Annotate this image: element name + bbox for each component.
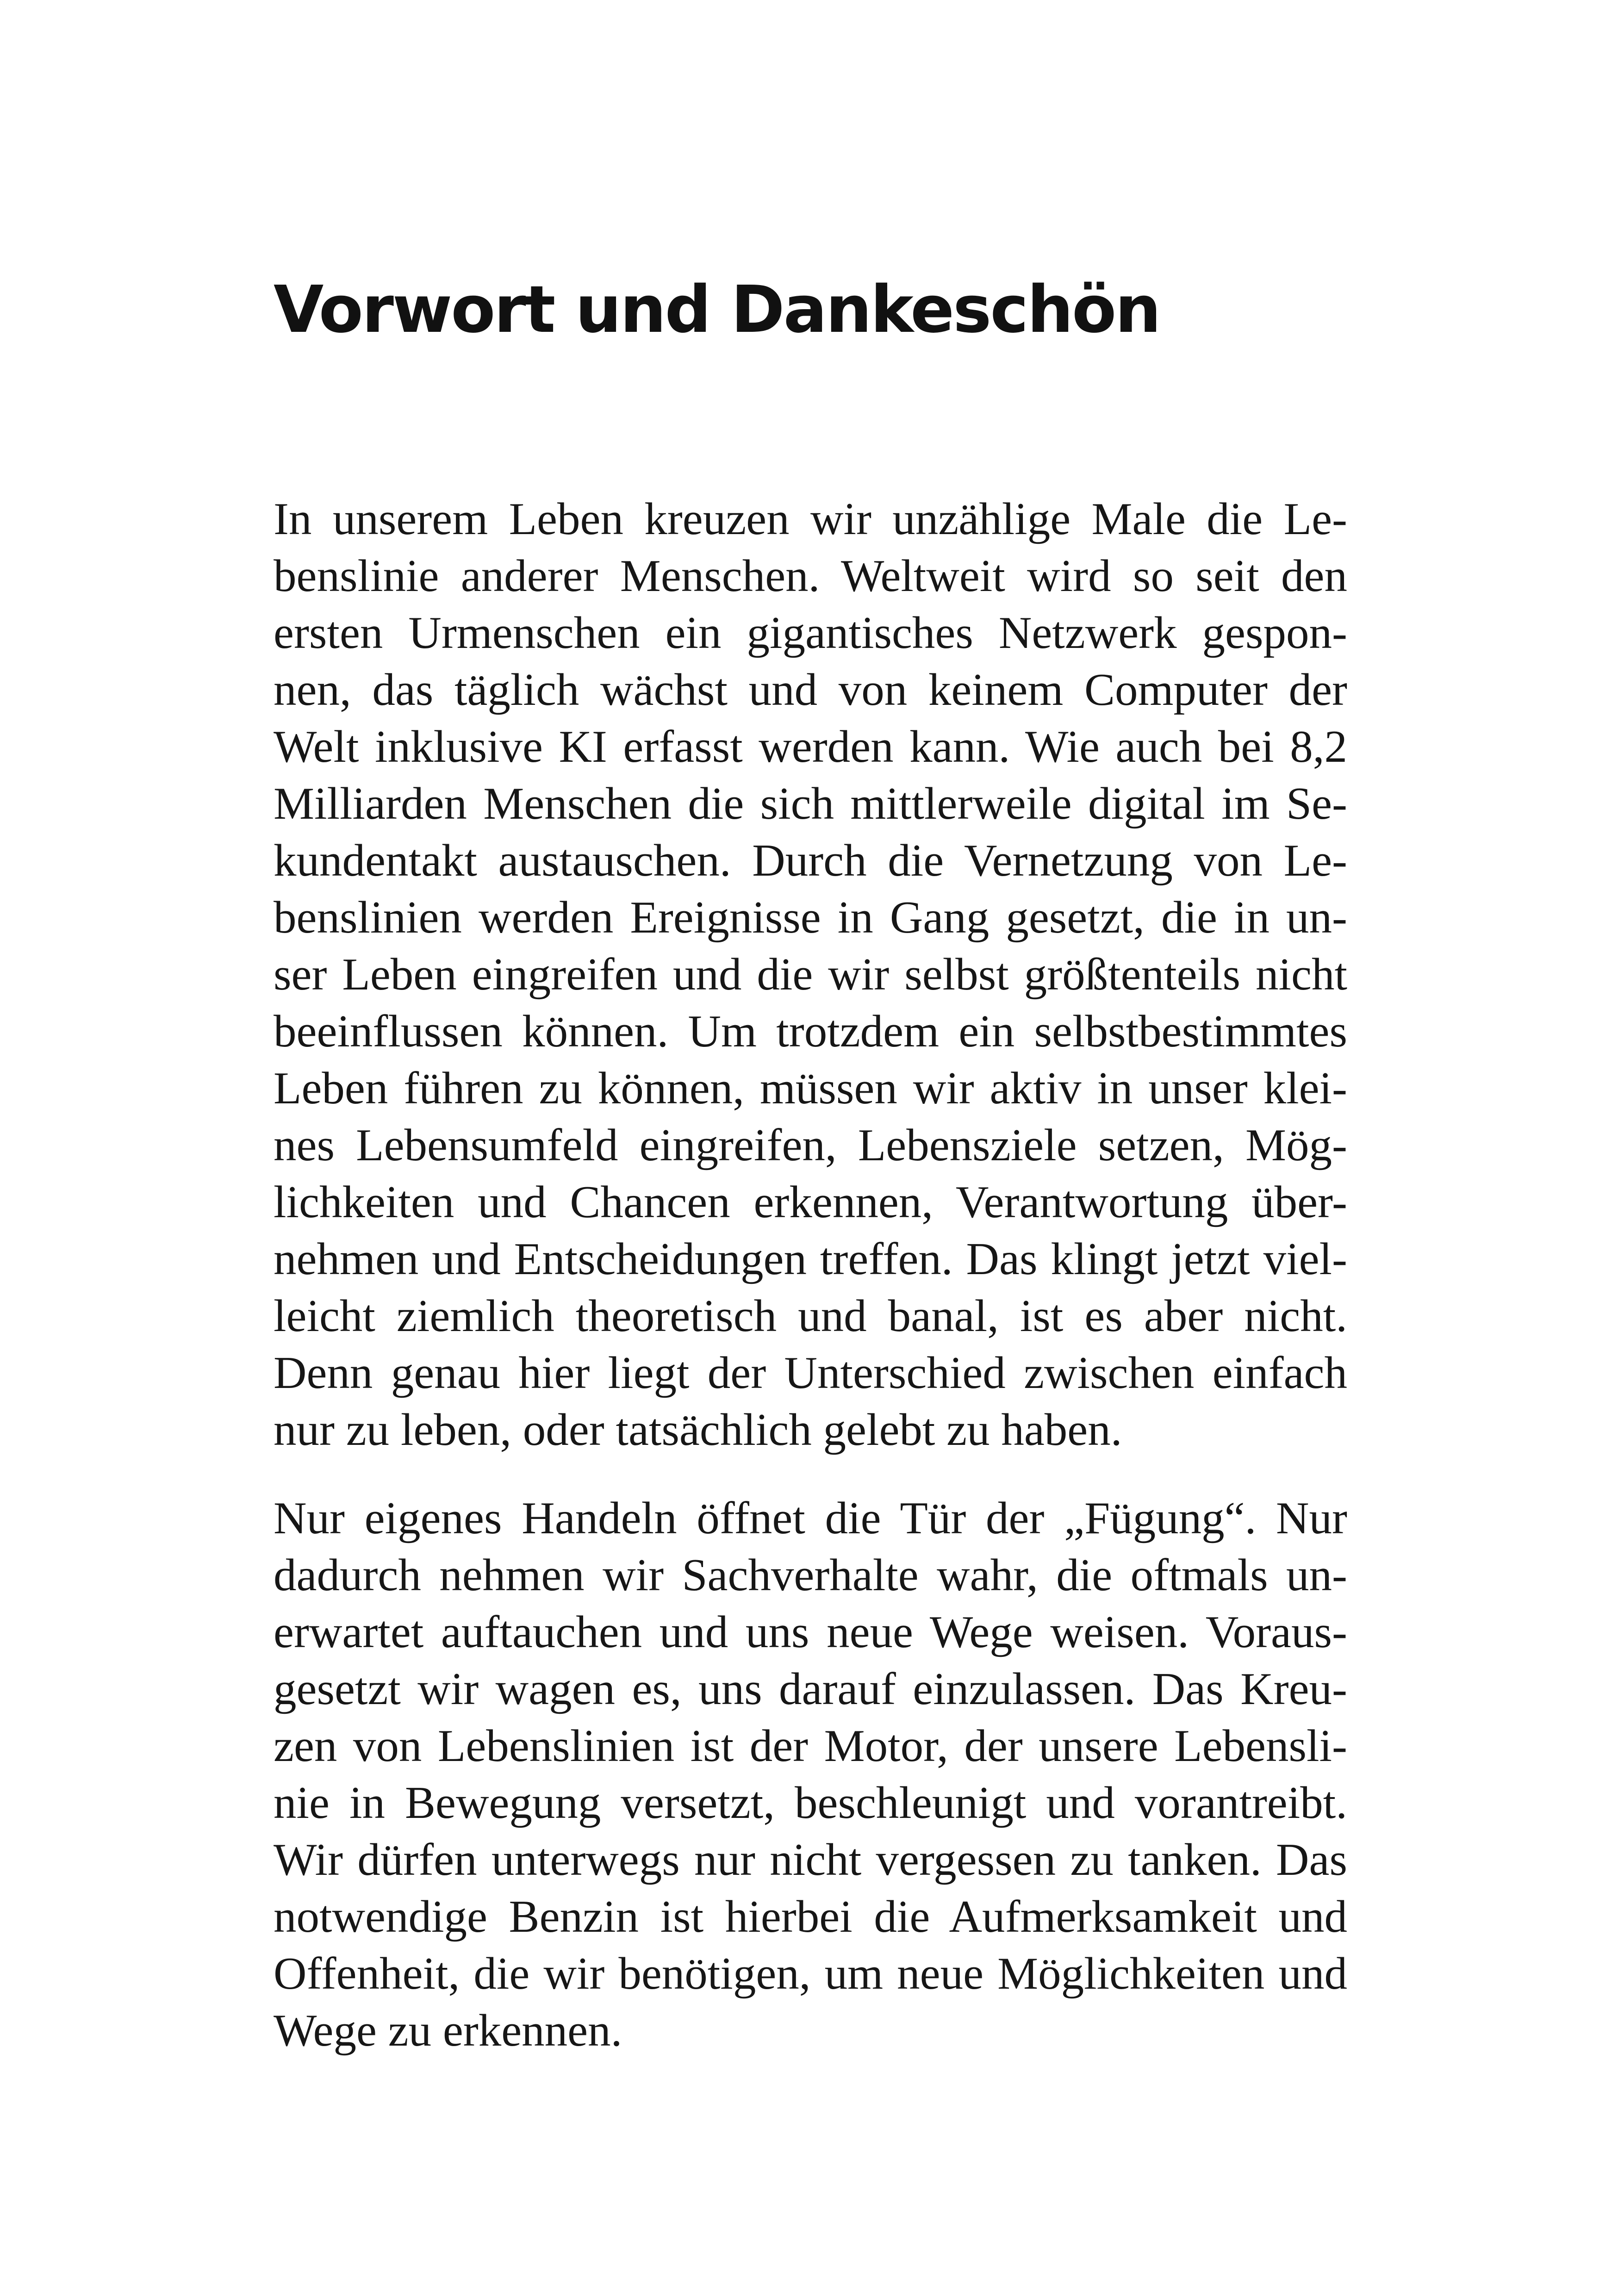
text-line: nen, das täglich wächst und von keinem Computer der <box>274 665 1347 715</box>
text-line: nie in Bewegung versetzt, beschleunigt und vorantreibt. <box>274 1778 1347 1828</box>
text-line: nehmen und Entscheidungen treffen. Das klingt jetzt viel- <box>274 1234 1347 1284</box>
text-line: lichkeiten und Chancen erkennen, Verantwortung über- <box>274 1177 1347 1227</box>
text-line: Leben führen zu können, müssen wir aktiv in unser klei- <box>274 1063 1347 1114</box>
paragraph-1 <box>274 491 1347 1458</box>
body-text <box>274 491 1347 2091</box>
text-line: Nur eigenes Handeln öffnet die Tür der „Fügung“. Nur <box>274 1493 1347 1543</box>
text-line: Welt inklusive KI erfasst werden kann. Wie auch bei 8,2 <box>274 722 1347 772</box>
text-line: ser Leben eingreifen und die wir selbst größtenteils nicht <box>274 949 1347 1000</box>
text-line: Wir dürfen unterwegs nur nicht vergessen zu tanken. Das <box>274 1835 1347 1885</box>
text-line: In unserem Leben kreuzen wir unzählige Male die Le- <box>274 494 1347 544</box>
text-line: nur zu leben, oder tatsächlich gelebt zu haben. <box>274 1405 1122 1455</box>
chapter-title: Vorwort und Dankeschön <box>274 272 1160 348</box>
text-line: dadurch nehmen wir Sachverhalte wahr, die oftmals un- <box>274 1550 1347 1600</box>
text-line: ersten Urmenschen ein gigantisches Netzwerk gespon- <box>274 608 1347 658</box>
text-line: notwendige Benzin ist hierbei die Aufmerksamkeit und <box>274 1892 1347 1942</box>
text-line: Offenheit, die wir benötigen, um neue Möglichkeiten und <box>274 1948 1347 1999</box>
text-line: benslinie anderer Menschen. Weltweit wird so seit den <box>274 551 1347 601</box>
text-line: benslinien werden Ereignisse in Gang gesetzt, die in un- <box>274 892 1347 943</box>
text-line: beeinflussen können. Um trotzdem ein selbstbestimmtes <box>274 1006 1347 1057</box>
paragraph-2 <box>274 1490 1347 2059</box>
text-line: Milliarden Menschen die sich mittlerweile digital im Se- <box>274 778 1347 829</box>
text-line: leicht ziemlich theoretisch und banal, ist es aber nicht. <box>274 1291 1347 1341</box>
text-line: Denn genau hier liegt der Unterschied zwischen einfach <box>274 1348 1347 1398</box>
text-line: gesetzt wir wagen es, uns darauf einzulassen. Das Kreu- <box>274 1664 1347 1714</box>
text-line: nes Lebensumfeld eingreifen, Lebensziele setzen, Mög- <box>274 1120 1347 1170</box>
text-line: zen von Lebenslinien ist der Motor, der unsere Lebensli- <box>274 1721 1347 1771</box>
text-line: kundentakt austauschen. Durch die Vernetzung von Le- <box>274 835 1347 886</box>
text-line: Wege zu erkennen. <box>274 2005 622 2056</box>
text-line: erwartet auftauchen und uns neue Wege weisen. Voraus- <box>274 1607 1347 1657</box>
